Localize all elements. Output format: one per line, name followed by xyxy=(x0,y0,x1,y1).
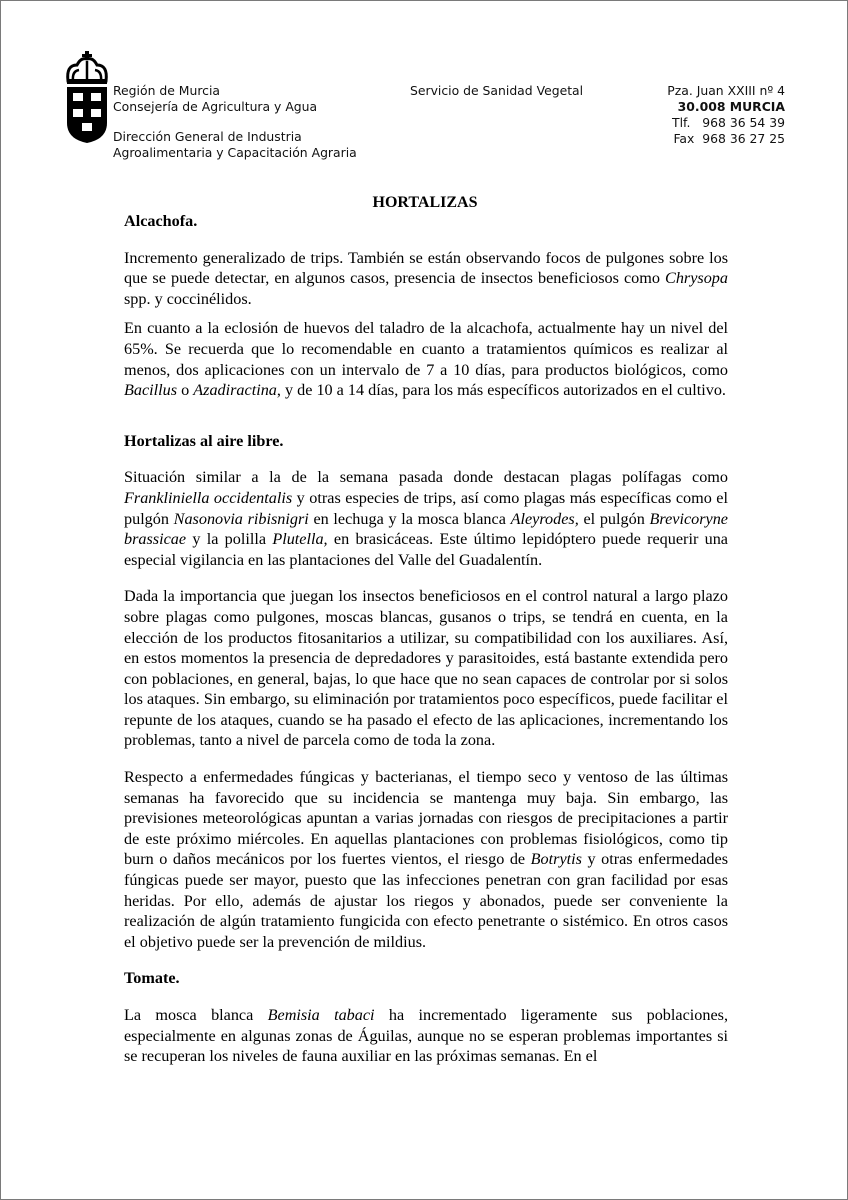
postal-city: 30.008 MURCIA xyxy=(677,99,785,114)
phone-number: Tlf. 968 36 54 39 xyxy=(672,115,785,130)
directorate-line-2: Agroalimentaria y Capacitación Agraria xyxy=(113,145,357,160)
section-heading-tomate: Tomate. xyxy=(124,969,180,988)
region-coat-of-arms-logo xyxy=(63,51,111,143)
document-title: HORTALIZAS xyxy=(372,194,478,211)
fax-number: Fax 968 36 27 25 xyxy=(673,131,785,146)
directorate-name xyxy=(113,129,357,161)
paragraph-alcachofa-trips: Incremento generalizado de trips. También se están observando focos de pulgones sobre los que se puede detectar, en algunos casos, presencia de insectos beneficiosos como Chrysopa spp. y coccinélidos. xyxy=(124,248,728,308)
paragraph-enfermedades-fungicas: Respecto a enfermedades fúngicas y bacterianas, el tiempo seco y ventoso de las últimas semanas ha favorecido que su incidencia se mantenga muy baja. Sin embargo, las previsiones meteorológicas apuntan a varias jornadas con riesgos de precipitaciones a partir de este próximo miércoles. En aquellas plantaciones con problemas fisiológicos, como tip burn o daños mecánicos por los fuertes vientos, el riesgo de Botrytis y otras enfermedades fúngicas puede ser mayor, puesto que las infecciones penetran con gran facilidad por esas heridas. Por ello, además de ajustar los riegos y abonados, puede ser conveniente la realización de algún tratamiento fungicida con efecto penetrante o sistémico. En otros casos el objetivo puede ser la prevención de mildius. xyxy=(124,768,729,951)
organization-name xyxy=(113,83,317,115)
section-heading-alcachofa: Alcachofa. xyxy=(124,212,198,230)
street-address: Pza. Juan XXIII nº 4 xyxy=(667,83,785,98)
contact-block xyxy=(667,83,785,147)
ministry-name: Consejería de Agricultura y Agua xyxy=(113,99,318,114)
paragraph-alcachofa-taladro: En cuanto a la eclosión de huevos del taladro de la alcachofa, actualmente hay un nivel del 65%. Se recuerda que lo recomendable en cuanto a tratamientos químicos es realizar al menos, dos aplicaciones con un intervalo de 7 a 10 días, para productos biológicos, como Bacillus o Azadiractina, y de 10 a 14 días, para los más específicos autorizados en el cultivo. xyxy=(124,319,728,400)
paragraph-tomate-mosca-blanca: La mosca blanca Bemisia tabaci ha incrementado ligeramente sus poblaciones, especialmente en algunas zonas de Águilas, aunque no se esperan problemas importantes si se recuperan los niveles de fauna auxiliar en las próximas semanas. En el xyxy=(124,1006,728,1066)
region-name: Región de Murcia xyxy=(113,83,220,98)
section-heading-hortalizas-aire-libre: Hortalizas al aire libre. xyxy=(124,431,284,450)
directorate-line-1: Dirección General de Industria xyxy=(113,129,302,144)
paragraph-insectos-beneficiosos: Dada la importancia que juegan los insectos beneficiosos en el control natural a largo plazo sobre plagas como pulgones, moscas blancas, gusanos o trips, se tendrá en cuenta, en la elección de los productos fitosanitarios a utilizar, su compatibilidad con los auxiliares. Así, en estos momentos la presencia de depredadores y parasitoides, está bastante extendida pero con poblaciones, en general, bajas, lo que hace que no sean capaces de controlar por si solos los ataques. Sin embargo, su eliminación por tratamientos poco específicos, puede facilitar el repunte de los ataques, cuando se ha pasado el efecto de las aplicaciones, incrementando los problemas, tanto a nivel de parcela como de toda la zona. xyxy=(124,587,728,750)
document-body xyxy=(124,211,728,1067)
paragraph-plagas-polifagas: Situación similar a la de la semana pasada donde destacan plagas polífagas como Frankliniella occidentalis y otras especies de trips, así como plagas más específicas como el pulgón Nasonovia ribisnigri en lechuga y la mosca blanca Aleyrodes, el pulgón Brevicoryne brassicae y la polilla Plutella, en brasicáceas. Este último lepidóptero puede requerir una especial vigilancia en las plantaciones del Valle del Guadalentín. xyxy=(124,468,728,569)
service-name: Servicio de Sanidad Vegetal xyxy=(410,83,584,98)
